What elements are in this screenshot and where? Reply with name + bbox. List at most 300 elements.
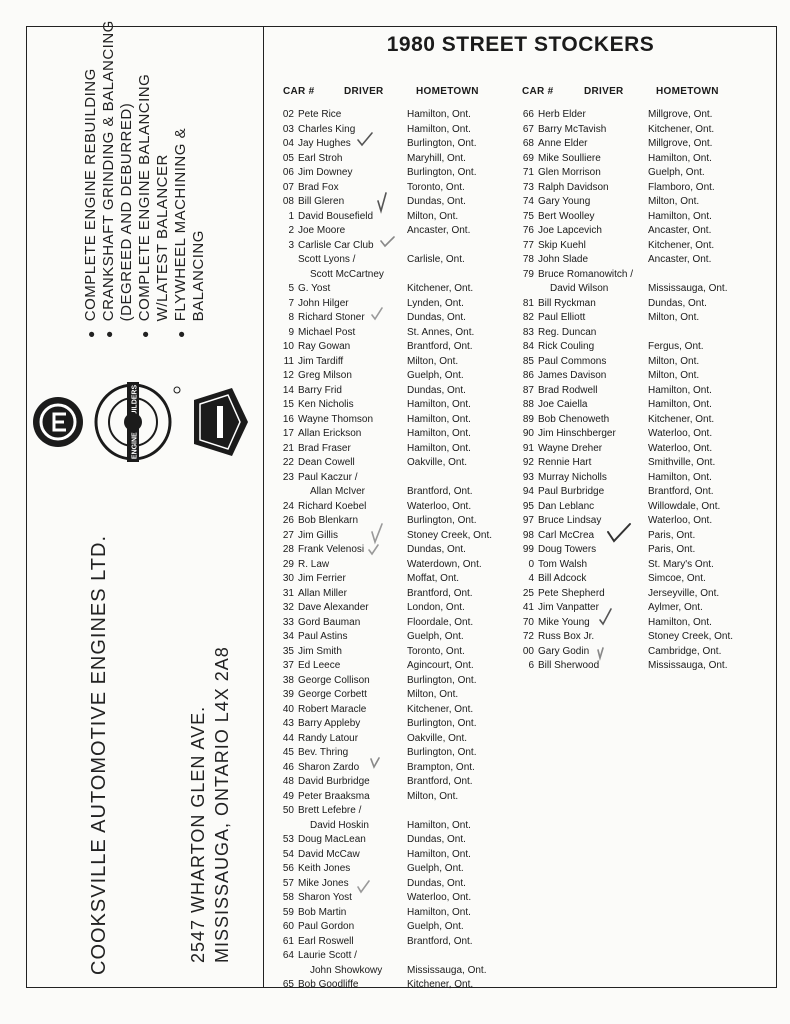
driver-name: Joe Caiella [538,399,588,410]
car-number: 82 [522,312,534,323]
driver-name: Paul Burbridge [538,486,605,497]
driver-name: Bill Adcock [538,573,587,584]
hometown: Waterdown, Ont. [407,558,482,570]
car-number: 04 [282,138,294,149]
car-number: 26 [282,515,294,526]
driver-name: Bill Gleren [298,196,345,207]
car-number: 21 [282,442,294,454]
hometown: Brantford, Ont. [407,486,473,497]
car-number: 40 [282,703,294,715]
driver-name: Brad Fraser [298,442,351,454]
car-number: 11 [283,355,294,367]
car-number: 73 [522,181,534,193]
hometown: Flamboro, Ont. [648,181,715,193]
right-header-car: CAR # [522,86,554,97]
car-number: 46 [282,761,294,773]
hometown: Willowdale, Ont. [648,500,721,512]
car-number: 08 [282,196,294,207]
car-number: 39 [282,689,294,700]
hometown: Waterloo, Ont. [648,428,713,439]
hometown: Kitchener, Ont. [407,703,474,715]
sponsor-address-line2: MISSISSAUGA, ONTARIO L4X 2A8 [212,646,232,963]
car-number: 53 [282,834,294,845]
hometown: Stoney Creek, Ont. [648,631,734,642]
service-text: W/LATEST BALANCER [154,154,171,322]
driver-name: Dave Alexander [298,602,369,613]
service-text: COMPLETE ENGINE REBUILDING [82,68,99,322]
car-number: 90 [522,428,534,439]
driver-name: Barry Frid [298,384,342,396]
hometown: Aylmer, Ont. [648,602,703,613]
car-number: 75 [522,210,534,222]
car-number: 97 [522,515,534,526]
driver-name: Bev. Thring [298,747,349,758]
car-number: 84 [522,341,534,352]
page-title: 1980 STREET STOCKERS [386,33,655,56]
service-text: COMPLETE ENGINE BALANCING [136,73,153,322]
car-number: 76 [522,225,534,236]
hometown: Milton, Ont. [648,196,700,207]
driver-name: Laurie Scott / [298,950,357,961]
driver-name: Brad Rodwell [538,384,598,396]
driver-name: David Wilson [550,283,609,294]
driver-name: Wayne Thomson [298,413,374,425]
sponsor-address-line1: 2547 WHARTON GLEN AVE. [188,705,208,963]
car-number: 56 [282,863,294,874]
service-text: FLYWHEEL MACHINING & [172,127,189,322]
car-number: 89 [522,413,534,425]
car-number: 4 [528,573,534,584]
car-number: 23 [282,471,294,483]
left-header-driver: DRIVER [344,86,384,97]
hometown: Hamilton, Ont. [407,906,471,918]
hometown: Cambridge, Ont. [648,645,722,657]
car-number: 30 [282,573,294,584]
hometown: Hamilton, Ont. [407,442,471,454]
car-number: 49 [282,790,294,802]
service-text: BALANCING [190,230,207,322]
car-number: 9 [288,326,294,338]
driver-name: Bill Sherwood [538,660,600,671]
driver-name: Richard Koebel [298,500,367,512]
hometown: Smithville, Ont. [648,457,716,468]
car-number: 68 [522,138,534,149]
car-number: 58 [282,892,294,903]
driver-name: Jim Smith [298,645,342,657]
car-number: 98 [522,529,534,541]
car-number: 25 [522,587,534,599]
car-number: 95 [522,500,534,512]
car-number: 43 [282,718,294,729]
driver-name: Tom Walsh [538,558,588,570]
driver-name: Brett Lefebre / [298,805,362,816]
driver-name: Anne Elder [538,138,588,149]
car-number: 32 [282,602,294,613]
hometown: Kitchener, Ont. [648,413,715,425]
car-number: 69 [522,152,534,164]
car-number: 86 [522,370,534,381]
car-number: 0 [528,558,534,570]
hometown: Mississauga, Ont. [648,660,728,671]
hometown: Waterloo, Ont. [407,892,472,903]
hometown: Ancaster, Ont. [407,225,471,236]
car-number: 44 [282,732,294,744]
driver-name: Robert Maracle [298,703,367,715]
car-number: 65 [282,979,294,990]
driver-name: Carl McCrea [538,529,595,541]
car-number: 71 [522,167,534,178]
driver-name: Allan Miller [298,587,347,599]
driver-name: R. Law [298,558,330,570]
driver-name: Scott McCartney [310,268,384,280]
hometown: Milton, Ont. [407,355,459,367]
hometown: Waterloo, Ont. [407,500,472,512]
driver-name: Mike Jones [298,877,349,889]
driver-name: Greg Milson [298,370,352,381]
car-number: 5 [288,283,294,294]
car-number: 14 [282,384,294,396]
car-number: 67 [522,123,534,135]
car-number: 87 [522,384,534,396]
driver-name: Carlisle Car Club [298,239,374,251]
hometown: Burlington, Ont. [407,674,477,686]
driver-name: Ray Gowan [298,341,351,352]
car-number: 45 [282,747,294,758]
car-number: 00 [522,645,534,657]
hometown: Milton, Ont. [407,790,459,802]
hometown: Hamilton, Ont. [648,616,712,628]
sponsor-name: COOKSVILLE AUTOMOTIVE ENGINES LTD. [88,534,110,975]
driver-name: Rick Couling [538,341,595,352]
driver-name: Mike Soulliere [538,152,601,164]
hometown: Guelph, Ont. [407,631,464,642]
hometown: Brantford, Ont. [407,776,473,787]
hometown: Hamilton, Ont. [407,413,471,425]
driver-name: Bill Ryckman [538,297,596,309]
driver-name: Gary Young [538,196,591,207]
hometown: Burlington, Ont. [407,515,477,526]
hometown: Carlisle, Ont. [407,254,465,265]
car-number: 28 [282,544,294,555]
check-mark-icon [378,193,386,211]
hometown: Milton, Ont. [407,210,459,222]
hometown: Hamilton, Ont. [648,152,712,164]
car-number: 78 [522,254,534,265]
driver-name: Allan Erickson [298,428,362,439]
car-number: 61 [282,935,294,947]
driver-name: John Slade [538,254,589,265]
driver-name: Michael Post [298,326,356,338]
driver-name: Jim Gillis [298,529,338,541]
check-mark-icon [369,545,378,554]
driver-name: Jim Ferrier [298,573,346,584]
car-number: 50 [282,805,294,816]
driver-name: Reg. Duncan [538,326,597,338]
car-number: 34 [282,631,294,642]
driver-name: Paul Commons [538,355,607,367]
hometown: Hamilton, Ont. [407,399,471,410]
driver-name: Wayne Dreher [538,442,603,454]
driver-name: Earl Stroh [298,152,343,164]
driver-name: Jay Hughes [298,138,351,149]
car-number: 8 [288,312,294,323]
hometown: Guelph, Ont. [648,167,705,178]
hometown: Mississauga, Ont. [407,964,487,976]
check-mark-icon [608,524,630,541]
driver-name: Doug MacLean [298,834,366,845]
driver-name: John Hilger [298,297,349,309]
hometown: Fergus, Ont. [648,341,704,352]
driver-name: Paul Astins [298,631,348,642]
car-number: 99 [522,544,534,555]
hometown: Millgrove, Ont. [648,109,713,120]
driver-name: Joe Lapcevich [538,225,602,236]
hometown: Burlington, Ont. [407,138,477,149]
hometown: Simcoe, Ont. [648,573,706,584]
hometown: Paris, Ont. [648,544,696,555]
driver-name: Barry McTavish [538,123,607,135]
hometown: Milton, Ont. [648,370,700,381]
check-mark-icon [371,758,379,767]
hometown: Jerseyville, Ont. [648,587,720,599]
hometown: London, Ont. [407,602,465,613]
hometown: Kitchener, Ont. [648,123,715,135]
driver-name: Jim Vanpatter [538,602,599,613]
car-number: 64 [282,950,294,961]
driver-name: Richard Stoner [298,312,365,323]
hometown: Dundas, Ont. [407,544,466,555]
driver-name: Barry Appleby [298,718,361,729]
car-number: 29 [282,558,294,570]
driver-name: Paul Kaczur / [298,471,358,483]
car-number: 06 [282,167,294,178]
check-mark-icon [358,133,372,145]
hometown: Hamilton, Ont. [648,471,712,483]
service-text: (DEGREED AND DEBURRED) [118,102,135,322]
driver-name: Dean Cowell [298,457,355,468]
driver-name: Gord Bauman [298,616,361,628]
left-header-hometown: HOMETOWN [416,86,479,97]
driver-name: Brad Fox [298,181,339,193]
hometown: Toronto, Ont. [407,181,465,193]
hometown: St. Mary's Ont. [648,558,714,570]
left-header-car: CAR # [283,86,315,97]
right-header-driver: DRIVER [584,86,624,97]
driver-name: Bruce Lindsay [538,515,602,526]
hometown: Oakville, Ont. [407,732,468,744]
driver-name: Earl Roswell [298,935,354,947]
hometown: Waterloo, Ont. [648,515,713,526]
driver-name: Randy Latour [298,732,359,744]
hometown: Guelph, Ont. [407,863,464,874]
car-number: 83 [522,326,534,338]
hometown: Dundas, Ont. [407,196,466,207]
service-text: CRANKSHAFT GRINDING & BALANCING [100,20,117,322]
right-header-hometown: HOMETOWN [656,86,719,97]
driver-name: George Collison [298,674,370,686]
hometown: Dundas, Ont. [407,834,466,845]
driver-name: Bert Woolley [538,210,595,222]
bullet-icon: ● [138,330,152,338]
check-mark-icon [358,881,369,892]
car-number: 07 [282,181,294,193]
hometown: Burlington, Ont. [407,167,477,178]
car-number: 79 [522,268,534,280]
driver-name: Allan McIver [310,486,366,497]
driver-name: Sharon Zardo [298,761,360,773]
driver-name: Paul Elliott [538,312,586,323]
hometown: Hamilton, Ont. [407,819,471,831]
driver-name: Herb Elder [538,109,586,120]
hometown: Brantford, Ont. [648,486,714,497]
hometown: Dundas, Ont. [648,297,707,309]
driver-name: Bob Chenoweth [538,413,610,425]
car-number: 48 [282,776,294,787]
hometown: Paris, Ont. [648,529,696,541]
driver-name: Pete Shepherd [538,587,605,599]
hometown: Lynden, Ont. [407,297,464,309]
driver-name: David Burbridge [298,776,370,787]
hometown: Waterloo, Ont. [648,442,713,454]
driver-name: Ken Nicholis [298,399,354,410]
hometown: Burlington, Ont. [407,747,477,758]
car-number: 6 [528,660,534,671]
car-number: 02 [282,109,294,120]
driver-name: Joe Moore [298,225,346,236]
car-number: 10 [282,341,294,352]
driver-name: David Bousefield [298,210,374,222]
driver-name: Ed Leece [298,660,341,671]
driver-name: Bob Blenkarn [298,515,359,526]
hometown: Dundas, Ont. [407,384,466,396]
driver-name: Gary Godin [538,645,590,657]
car-number: 41 [522,602,534,613]
driver-name: George Corbett [298,689,367,700]
check-mark-icon [381,237,394,246]
car-number: 88 [522,399,534,410]
car-number: 12 [282,370,294,381]
car-number: 93 [522,471,534,483]
hometown: Hamilton, Ont. [407,123,471,135]
hometown: Stoney Creek, Ont. [407,529,493,541]
driver-name: John Showkowy [310,964,383,976]
hometown: Milton, Ont. [648,355,700,367]
car-number: 1 [288,210,294,222]
car-number: 2 [288,225,294,236]
driver-name: Jim Downey [298,167,353,178]
bullet-icon: ● [174,330,188,338]
driver-name: Charles King [298,123,356,135]
driver-name: Dan Leblanc [538,500,595,512]
check-mark-icon [598,648,603,658]
hometown: Ancaster, Ont. [648,254,712,265]
car-number: 27 [282,529,294,541]
driver-name: Murray Nicholls [538,471,607,483]
hometown: Brantford, Ont. [407,935,473,947]
car-number: 22 [282,457,294,468]
car-number: 05 [282,152,294,164]
driver-name: Pete Rice [298,109,342,120]
driver-name: Russ Box Jr. [538,631,595,642]
hometown: Millgrove, Ont. [648,138,713,149]
car-number: 03 [282,123,294,135]
car-number: 57 [282,877,294,889]
hometown: St. Annes, Ont. [407,326,475,338]
car-number: 31 [282,587,294,599]
car-number: 38 [282,674,294,686]
car-number: 35 [282,645,294,657]
hometown: Hamilton, Ont. [648,210,712,222]
hometown: Dundas, Ont. [407,312,466,323]
driver-name: Rennie Hart [538,457,592,468]
hometown: Hamilton, Ont. [407,428,471,439]
car-number: 3 [288,239,294,251]
car-number: 17 [282,428,294,439]
hometown: Kitchener, Ont. [648,239,715,251]
driver-name: Scott Lyons / [298,254,356,265]
car-number: 7 [288,297,294,309]
hometown: Brantford, Ont. [407,341,473,352]
check-mark-icon [372,524,382,542]
driver-name: Mike Young [538,616,590,628]
driver-name: Sharon Yost [298,892,352,903]
hometown: Brantford, Ont. [407,587,473,599]
hometown: Milton, Ont. [648,312,700,323]
car-number: 24 [282,500,294,512]
check-mark-icon [600,609,611,624]
car-number: 81 [522,297,534,309]
driver-name: David McCaw [298,848,360,860]
hometown: Kitchener, Ont. [407,979,474,990]
car-number: 60 [282,921,294,932]
hometown: Hamilton, Ont. [407,848,471,860]
hometown: Toronto, Ont. [407,645,465,657]
hometown: Dundas, Ont. [407,877,466,889]
car-number: 15 [282,399,294,410]
car-number: 59 [282,906,294,918]
bullet-icon: ● [84,330,98,338]
hometown: Agincourt, Ont. [407,660,474,671]
car-number: 91 [522,442,534,454]
hometown: Milton, Ont. [407,689,459,700]
car-number: 77 [522,239,534,251]
car-number: 54 [282,848,294,860]
hometown: Floordale, Ont. [407,616,474,628]
car-number: 85 [522,355,534,367]
check-mark-icon [372,308,382,319]
car-number: 94 [522,486,534,497]
driver-name: Keith Jones [298,863,351,874]
hometown: Guelph, Ont. [407,370,464,381]
car-number: 66 [522,109,534,120]
driver-name: Bob Goodliffe [298,979,359,990]
hometown: Burlington, Ont. [407,718,477,729]
hometown: Guelph, Ont. [407,921,464,932]
driver-name: Frank Velenosi [298,544,365,555]
hometown: Hamilton, Ont. [407,109,471,120]
car-number: 33 [282,616,294,628]
driver-name: Doug Towers [538,544,597,555]
hometown: Ancaster, Ont. [648,225,712,236]
hometown: Oakville, Ont. [407,457,468,468]
car-number: 92 [522,457,534,468]
hometown: Mississauga, Ont. [648,283,728,294]
driver-name: Bob Martin [298,906,347,918]
driver-name: G. Yost [298,283,331,294]
driver-name: Ralph Davidson [538,181,609,193]
hometown: Hamilton, Ont. [648,384,712,396]
driver-name: Bruce Romanowitch / [538,268,634,280]
